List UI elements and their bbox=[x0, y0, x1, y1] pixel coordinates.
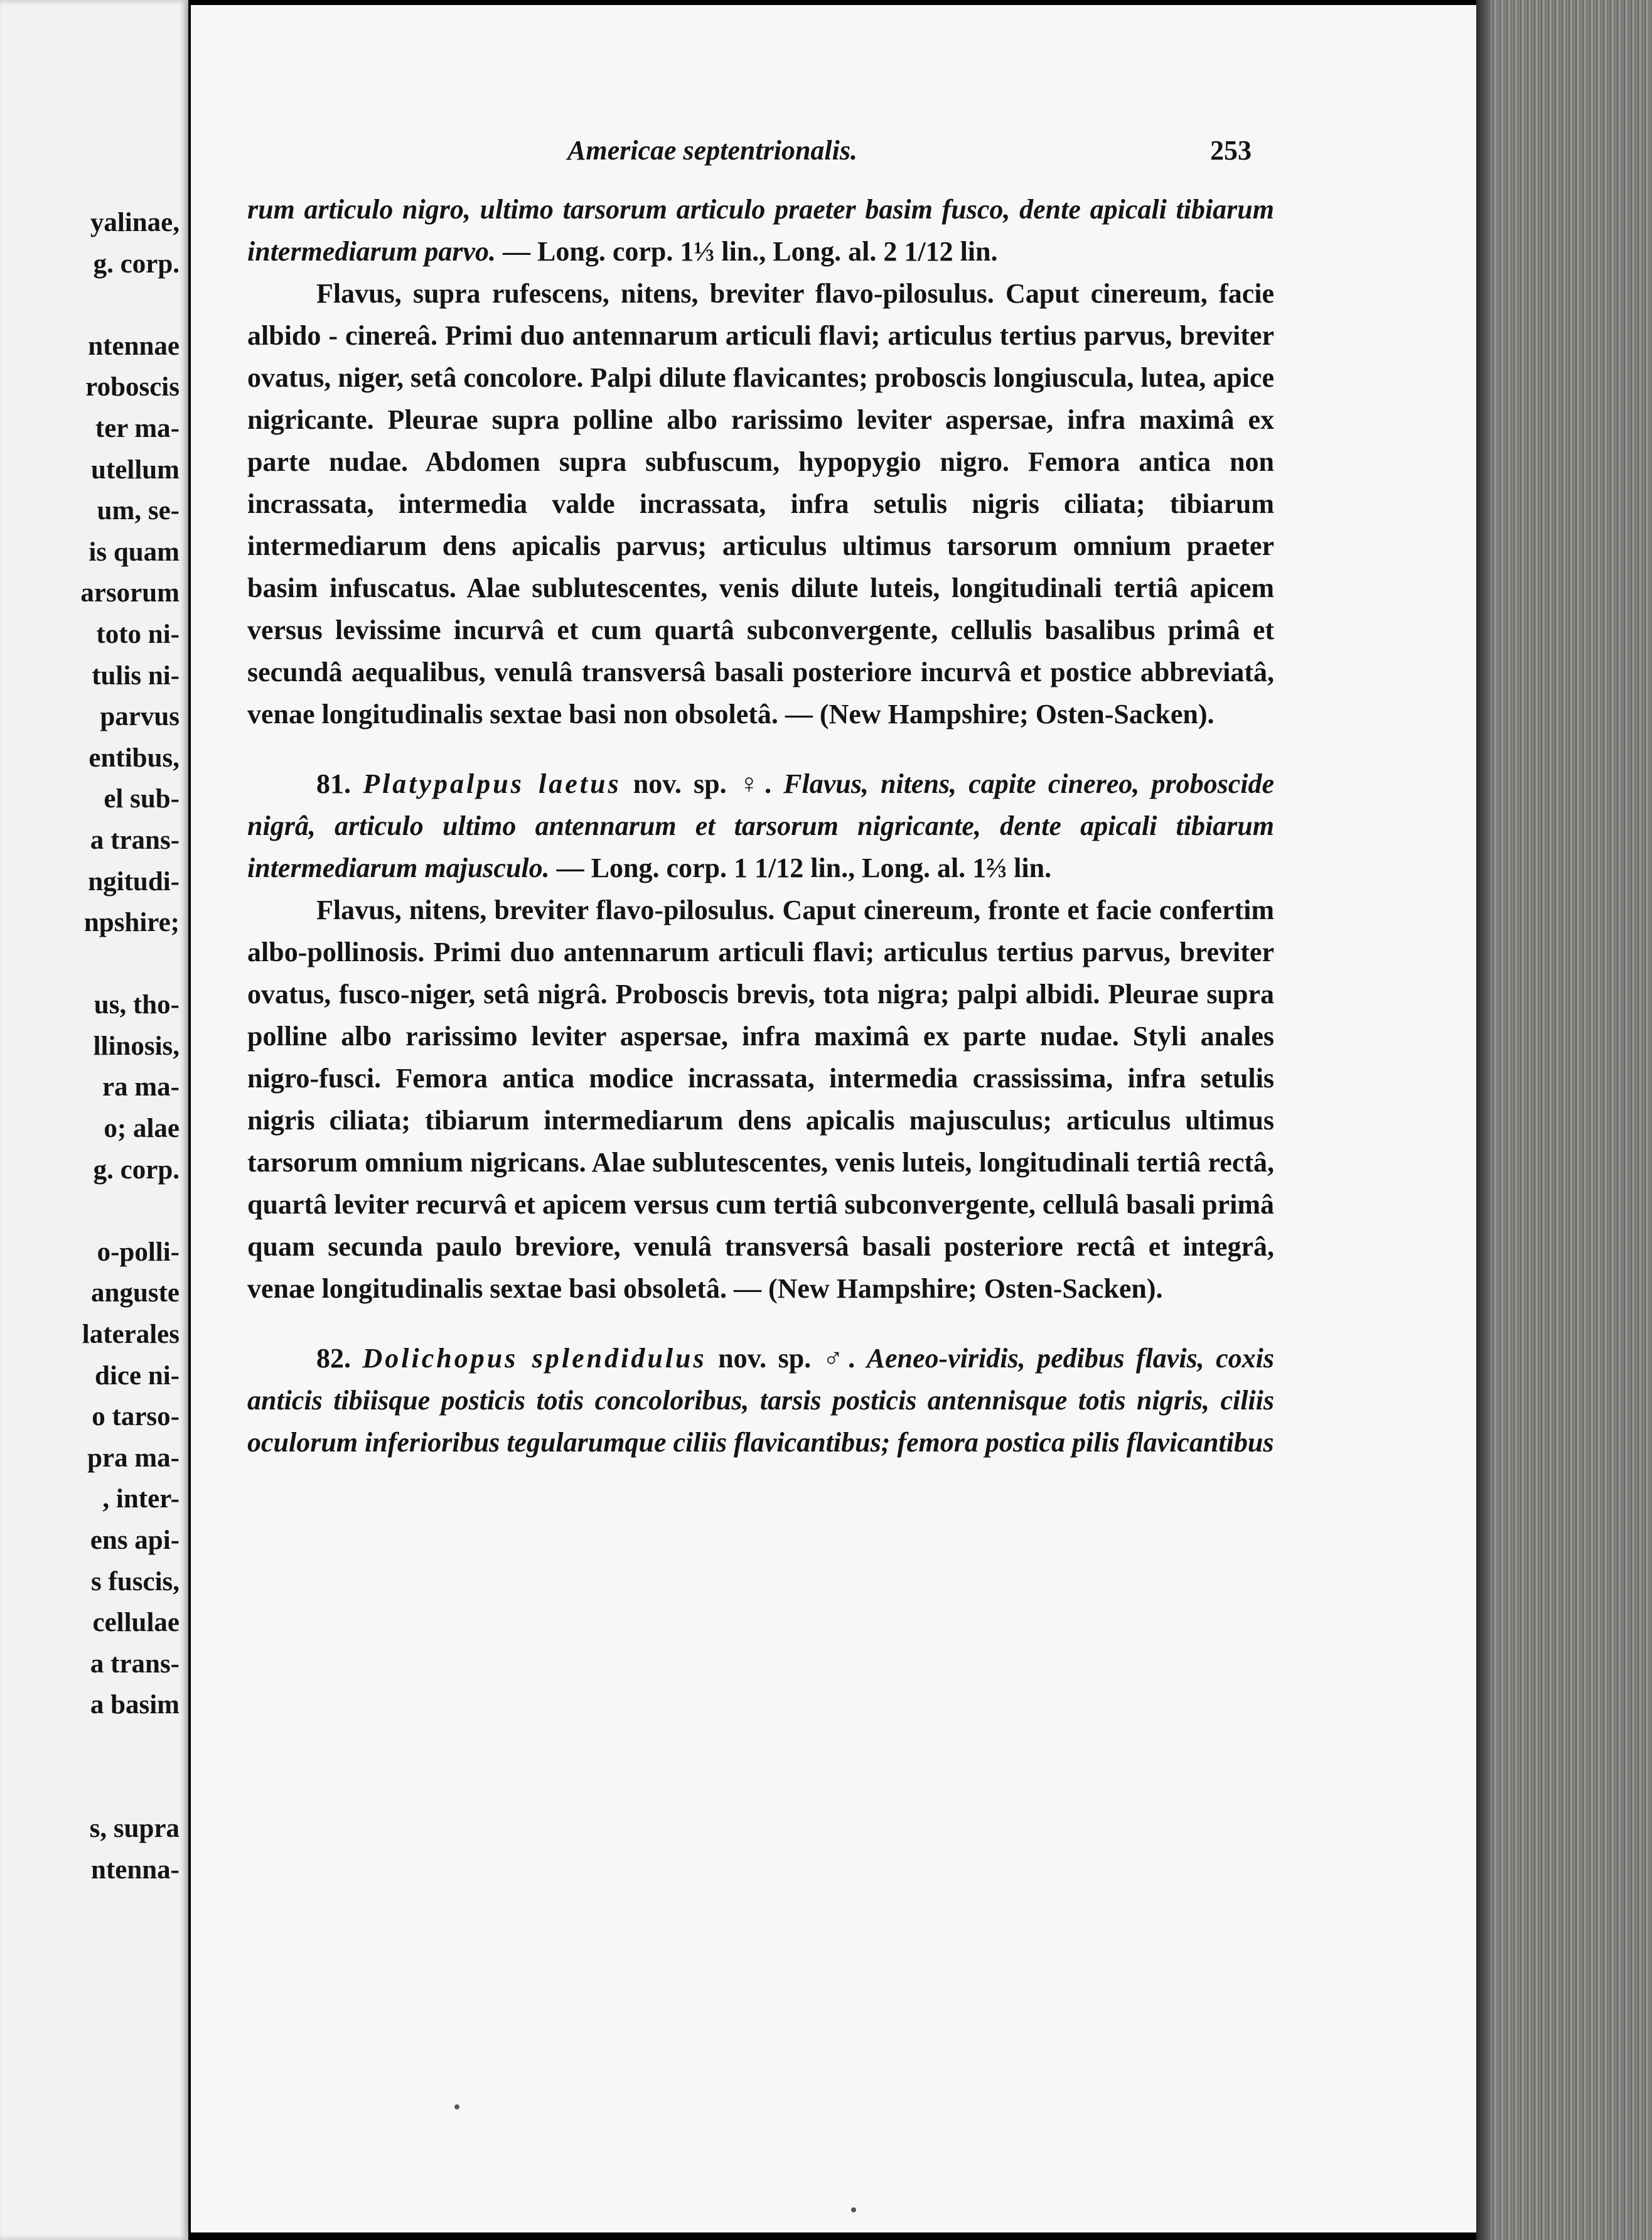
continued-entry-description: Flavus, supra rufescens, nitens, breviter flavo-pilosulus. Caput cinereum, facie albido - cinereâ. Primi duo antennarum articuli flavi; articulus tertius parvus, breviter ovatus, niger, setâ concolore. Palpi dilute flavicantes; proboscis longiuscula, lutea, apice nigricante. Pleurae supra polline albo rarissimo leviter aspersae, infra maximâ ex parte nudae. Abdomen supra subfuscum, hypopygio nigro. Femora antica non incrassata, intermedia valde incrassata, infra setulis nigris ciliata; tibiarum intermediarum dens apicalis parvus; articulus ultimus tarsorum omnium praeter basim infuscatus. Alae sublutescentes, venis dilute luteis, longitudinali tertiâ apicem versus levissime incurvâ et cum quartâ subconvergente, cellulis basalibus primâ et secundâ aequalibus, venulâ transversâ basali posteriore incurvâ et postice abbreviatâ, venae longitudinalis sextae basi non obsoletâ. — (New Hampshire; Osten-Sacken). bbox=[247, 278, 1274, 730]
continued-entry-diagnosis bbox=[247, 188, 1274, 272]
species-81-description: Flavus, nitens, breviter flavo-pilosulus. Caput cinereum, fronte et facie confertim albo-pollinosis. Primi duo antennarum articuli flavi; articulus tertius parvus, breviter ovatus, fusco-niger, setâ nigrâ. Proboscis brevis, tota nigra; palpi albidi. Pleurae supra polline albo rarissimo leviter aspersae, infra maximâ ex parte nudae. Styli anales nigro-fusci. Femora antica modice incrassata, intermedia crassissima, infra setulis nigris ciliata; tibiarum intermediarum dens apicalis majusculus; articulus ultimus tarsorum omnium nigricans. Alae sublutescentes, venis luteis, longitudinali tertiâ rectâ, quartâ leviter recurvâ et apicem versus cum tertiâ subconvergente, cellulâ basali primâ quam secunda paulo breviore, venulâ transversâ basali posteriore rectâ et integrâ, venae longitudinalis sextae basi obsoletâ. — (New Hampshire; Osten-Sacken). bbox=[247, 895, 1274, 1304]
left-page-line: o tarso- bbox=[92, 1402, 180, 1432]
page-edges bbox=[1476, 0, 1652, 2240]
species-81-novsp: nov. sp. ♀. bbox=[621, 768, 784, 799]
diagnosis-italic: rum articulo nigro, ultimo tarsorum articulo praeter basim fusco, dente apicali tibiarum intermediarum parvo. bbox=[247, 194, 1274, 267]
left-page-line bbox=[80, 1190, 180, 1232]
left-page-line bbox=[80, 284, 180, 326]
left-page-line: anguste bbox=[91, 1278, 180, 1308]
left-page-line: ens api- bbox=[90, 1526, 180, 1555]
left-page-line: arsorum bbox=[80, 578, 180, 608]
left-page-line: a basim bbox=[90, 1690, 180, 1720]
left-page-line bbox=[80, 1767, 180, 1809]
left-page-line: a trans- bbox=[90, 825, 180, 855]
left-page-line: s, supra bbox=[89, 1814, 180, 1844]
page-header bbox=[367, 134, 1252, 172]
left-page-line: o; alae bbox=[104, 1114, 180, 1144]
left-page-line: entibus, bbox=[88, 743, 180, 773]
left-page-line: o-polli- bbox=[97, 1237, 180, 1267]
left-page-line: roboscis bbox=[85, 372, 180, 402]
species-82-name: Dolichopus splendidulus bbox=[362, 1343, 707, 1374]
left-page-line: ter ma- bbox=[95, 413, 180, 443]
species-81-diagnosis bbox=[247, 763, 1274, 889]
left-page-line: npshire; bbox=[83, 908, 180, 938]
left-page-line: a trans- bbox=[90, 1649, 180, 1679]
left-page-line: llinosis, bbox=[93, 1031, 180, 1061]
species-81-measurements: — Long. corp. 1 1/12 lin., Long. al. 1⅔ lin. bbox=[549, 853, 1052, 883]
page-body bbox=[247, 188, 1274, 1463]
left-page-line: laterales bbox=[82, 1320, 180, 1350]
left-page-line: us, tho- bbox=[94, 990, 180, 1020]
left-page-line: ra ma- bbox=[102, 1072, 180, 1102]
left-page-line: g. corp. bbox=[93, 249, 180, 279]
species-82-diagnosis bbox=[247, 1337, 1274, 1463]
measurements: — Long. corp. 1⅓ lin., Long. al. 2 1/12 lin. bbox=[496, 236, 998, 267]
left-page-line: toto ni- bbox=[96, 619, 180, 649]
ink-speck bbox=[851, 2207, 856, 2212]
left-page-line: is quam bbox=[88, 537, 180, 567]
left-page-line: pra ma- bbox=[87, 1443, 180, 1473]
left-facing-page bbox=[0, 0, 188, 2240]
left-page-line: utellum bbox=[91, 455, 180, 485]
left-page-line: tulis ni- bbox=[92, 660, 180, 691]
left-page-line: cellulae bbox=[92, 1608, 180, 1638]
left-page-line bbox=[80, 1726, 180, 1767]
species-82-novsp: nov. sp. ♂. bbox=[706, 1343, 867, 1374]
species-81-name: Platypalpus laetus bbox=[363, 768, 621, 799]
left-page-line: um, se- bbox=[97, 496, 180, 526]
page-number: 253 bbox=[1210, 135, 1252, 166]
left-page-line: s fuscis, bbox=[91, 1566, 180, 1597]
left-page-line: el sub- bbox=[104, 784, 180, 814]
left-page-line: parvus bbox=[100, 702, 180, 732]
species-82-number: 82. bbox=[316, 1343, 351, 1374]
left-page-text bbox=[80, 202, 180, 1890]
left-page-line bbox=[80, 944, 180, 985]
running-head: Americae septentrionalis. bbox=[567, 135, 857, 166]
left-page-line: dice ni- bbox=[95, 1360, 180, 1391]
species-81-number: 81. bbox=[316, 768, 351, 799]
left-page-line: ntennae bbox=[88, 331, 180, 361]
species-82-diagnosis-italic: Aeneo-viridis, pedibus flavis, coxis anticis tibiisque posticis totis concoloribus, tarsis posticis antennisque totis nigris, ciliis oculorum inferioribus tegularumque ciliis flavicantibus; femora postica pilis flavicantibus bbox=[247, 1343, 1275, 1458]
left-page-line: , inter- bbox=[102, 1484, 180, 1514]
species-81-diagnosis-italic: Flavus, nitens, capite cinereo, proboscide nigrâ, articulo ultimo antennarum et tarsorum nigricante, dente apicali tibiarum intermediarum majusculo. bbox=[247, 768, 1275, 883]
left-page-line: yalinae, bbox=[90, 208, 180, 237]
left-page-line: ntenna- bbox=[91, 1855, 180, 1885]
ink-speck bbox=[454, 2104, 459, 2109]
left-page-line: ngitudi- bbox=[88, 866, 180, 897]
left-page-line: g. corp. bbox=[93, 1155, 180, 1185]
